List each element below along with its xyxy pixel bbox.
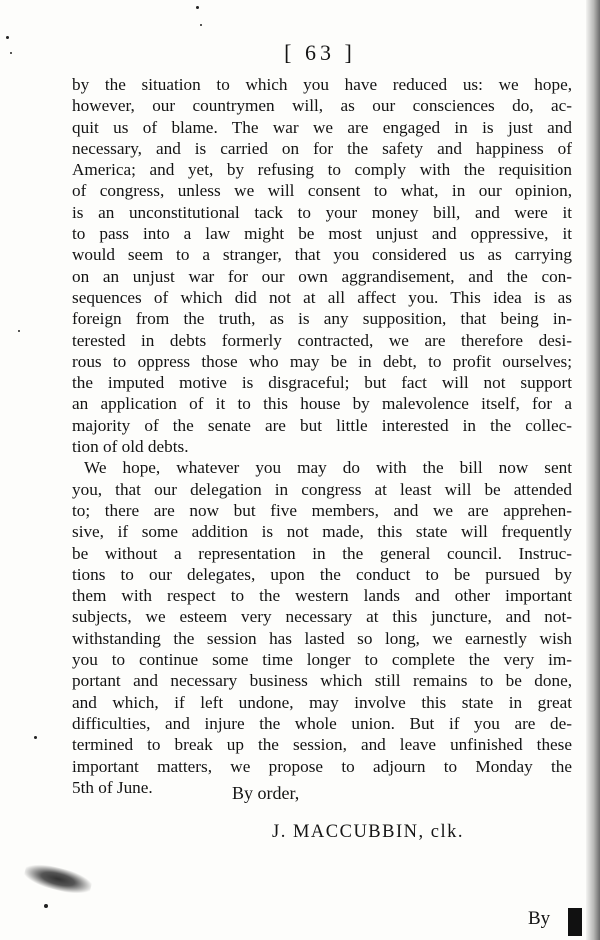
clerk-signature: J. MACCUBBIN, clk.	[272, 822, 464, 842]
text-line: 5th of June.	[72, 777, 153, 797]
text-line: portant and necessary business which still remains to be done,	[72, 671, 572, 691]
text-line: We hope, whatever you may do with the bill now sent	[84, 458, 572, 478]
text-line: tions to our delegates, upon the conduct to be pursued by	[72, 564, 572, 584]
text-line: to pass into a law might be most unjust and oppressive, it	[72, 224, 572, 244]
scan-speck	[44, 904, 48, 908]
text-line: majority of the senate are but little interested in the collec-	[72, 415, 572, 435]
text-line: terested in debts formerly contracted, we are therefore desi-	[72, 330, 572, 350]
text-line: important matters, we propose to adjourn to Monday the	[72, 756, 572, 776]
text-line: by the situation to which you have reduced us: we hope,	[72, 75, 572, 94]
scan-speck	[10, 52, 12, 54]
paragraph-1	[72, 74, 572, 457]
text-line: the imputed motive is disgraceful; but fact will not support	[72, 373, 572, 393]
page-number: [ 63 ]	[284, 40, 356, 65]
text-line: foreign from the truth, as is any supposition, that being in-	[72, 309, 572, 329]
scan-edge-mark	[568, 908, 582, 936]
text-line: of congress, unless we will consent to what, in our opinion,	[72, 181, 572, 201]
body-text	[72, 74, 572, 798]
text-line: necessary, and is carried on for the safety and happiness of	[72, 138, 572, 158]
text-line: rous to oppress those who may be in debt, to profit ourselves;	[72, 351, 572, 371]
text-line: tion of old debts.	[72, 437, 189, 457]
text-line: subjects, we esteem very necessary at this juncture, and not-	[72, 607, 572, 627]
scan-speck	[196, 6, 199, 9]
text-line: sequences of which did not at all affect you. This idea is as	[72, 287, 572, 307]
scan-edge-shadow	[586, 0, 600, 940]
paragraph-2	[72, 457, 572, 798]
text-line: you, that our delegation in congress at least will be attended	[72, 479, 572, 499]
text-line: and which, if left undone, may involve this state in great	[72, 692, 572, 712]
text-line: America; and yet, by refusing to comply with the requisition	[72, 160, 572, 180]
text-line: sive, if some addition is not made, this state will frequently	[72, 522, 572, 542]
scan-speck	[200, 24, 202, 26]
text-line: however, our countrymen will, as our consciences do, ac-	[72, 96, 572, 116]
text-line: termined to break up the session, and leave unfinished these	[72, 735, 572, 755]
text-line: would seem to a stranger, that you considered us as carrying	[72, 245, 572, 265]
text-line: to; there are now but five members, and we are apprehen-	[72, 500, 572, 520]
catchword: By	[528, 908, 551, 929]
text-line: withstanding the session has lasted so long, we earnestly wish	[72, 628, 572, 648]
text-line: quit us of blame. The war we are engaged in is just and	[72, 117, 572, 137]
by-order-line: By order,	[232, 783, 300, 803]
text-line: is an unconstitutional tack to your money bill, and were it	[72, 202, 572, 222]
text-line: an application of it to this house by malevolence itself, for a	[72, 394, 572, 414]
scan-smudge	[22, 860, 93, 898]
scan-speck	[18, 330, 20, 332]
text-line: you to continue some time longer to complete the very im-	[72, 650, 572, 670]
scan-speck	[34, 736, 37, 739]
scan-speck	[6, 36, 9, 39]
text-line: on an unjust war for our own aggrandisement, and the con-	[72, 266, 572, 286]
text-line: them with respect to the western lands and other important	[72, 586, 572, 606]
text-line: difficulties, and injure the whole union. But if you are de-	[72, 713, 572, 733]
text-line: be without a representation in the general council. Instruc-	[72, 543, 572, 563]
